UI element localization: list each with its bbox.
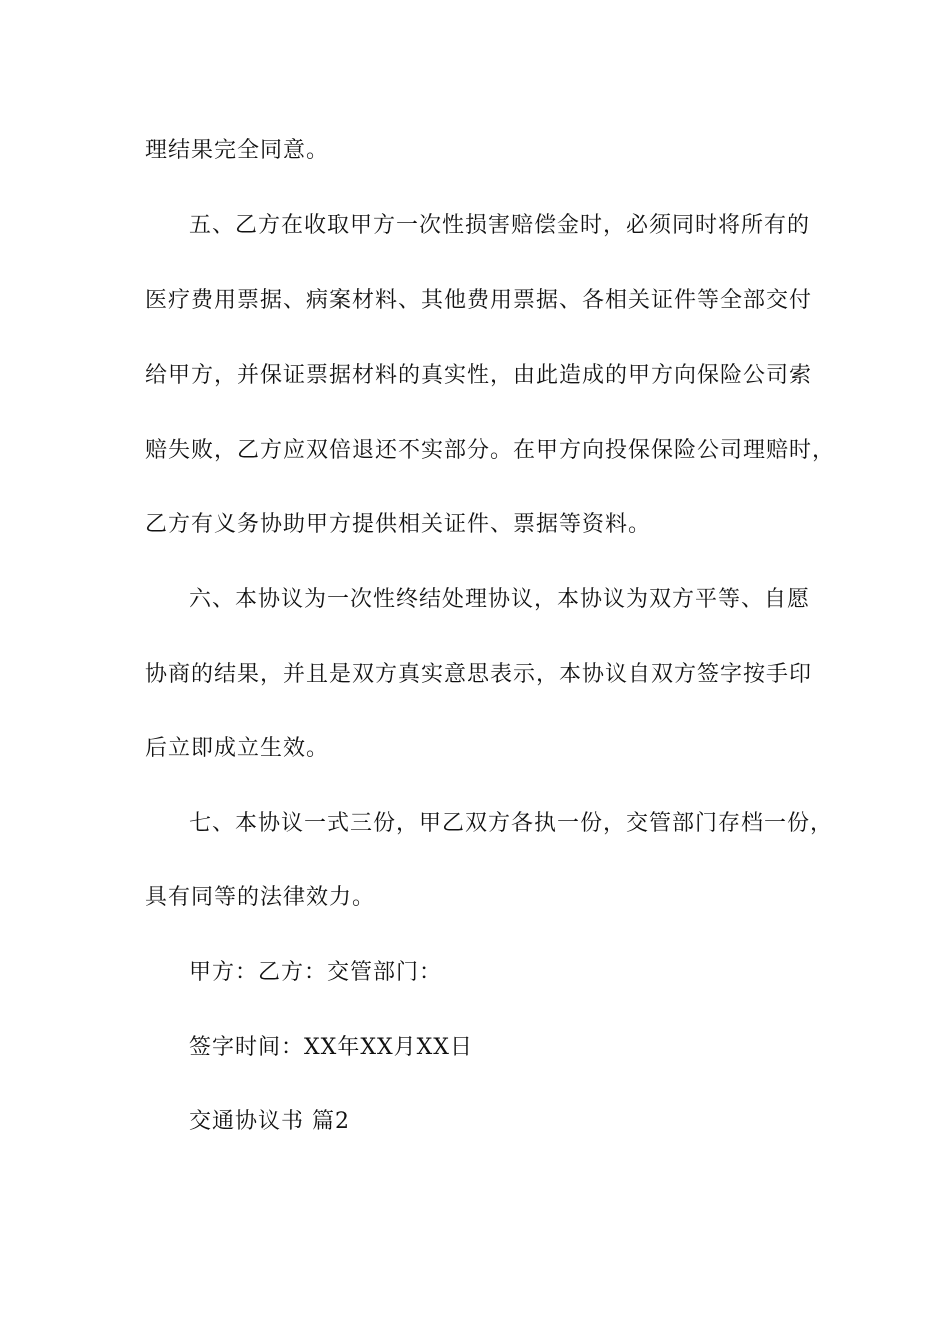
paragraph-line-8: 协商的结果，并且是双方真实意思表示，本协议自双方签字按手印 — [145, 662, 813, 687]
section-heading: 交通协议书 篇2 — [189, 1109, 350, 1134]
signature-date: 签字时间：XX年XX月XX日 — [189, 1035, 473, 1060]
paragraph-line-2: 五、乙方在收取甲方一次性损害赔偿金时，必须同时将所有的 — [189, 213, 811, 238]
paragraph-line-11: 具有同等的法律效力。 — [145, 885, 376, 910]
paragraph-line-4: 给甲方，并保证票据材料的真实性，由此造成的甲方向保险公司索 — [145, 363, 813, 388]
paragraph-line-9: 后立即成立生效。 — [145, 736, 330, 761]
paragraph-line-1: 理结果完全同意。 — [145, 138, 330, 163]
paragraph-line-7: 六、本协议为一次性终结处理协议，本协议为双方平等、自愿 — [189, 587, 811, 612]
paragraph-line-6: 乙方有义务协助甲方提供相关证件、票据等资料。 — [145, 512, 652, 537]
signature-parties: 甲方：乙方：交管部门： — [189, 960, 443, 985]
paragraph-line-3: 医疗费用票据、病案材料、其他费用票据、各相关证件等全部交付 — [145, 288, 813, 313]
paragraph-line-5: 赔失败，乙方应双倍退还不实部分。在甲方向投保保险公司理赔时， — [145, 438, 836, 463]
paragraph-line-10: 七、本协议一式三份，甲乙双方各执一份，交管部门存档一份， — [189, 811, 834, 836]
